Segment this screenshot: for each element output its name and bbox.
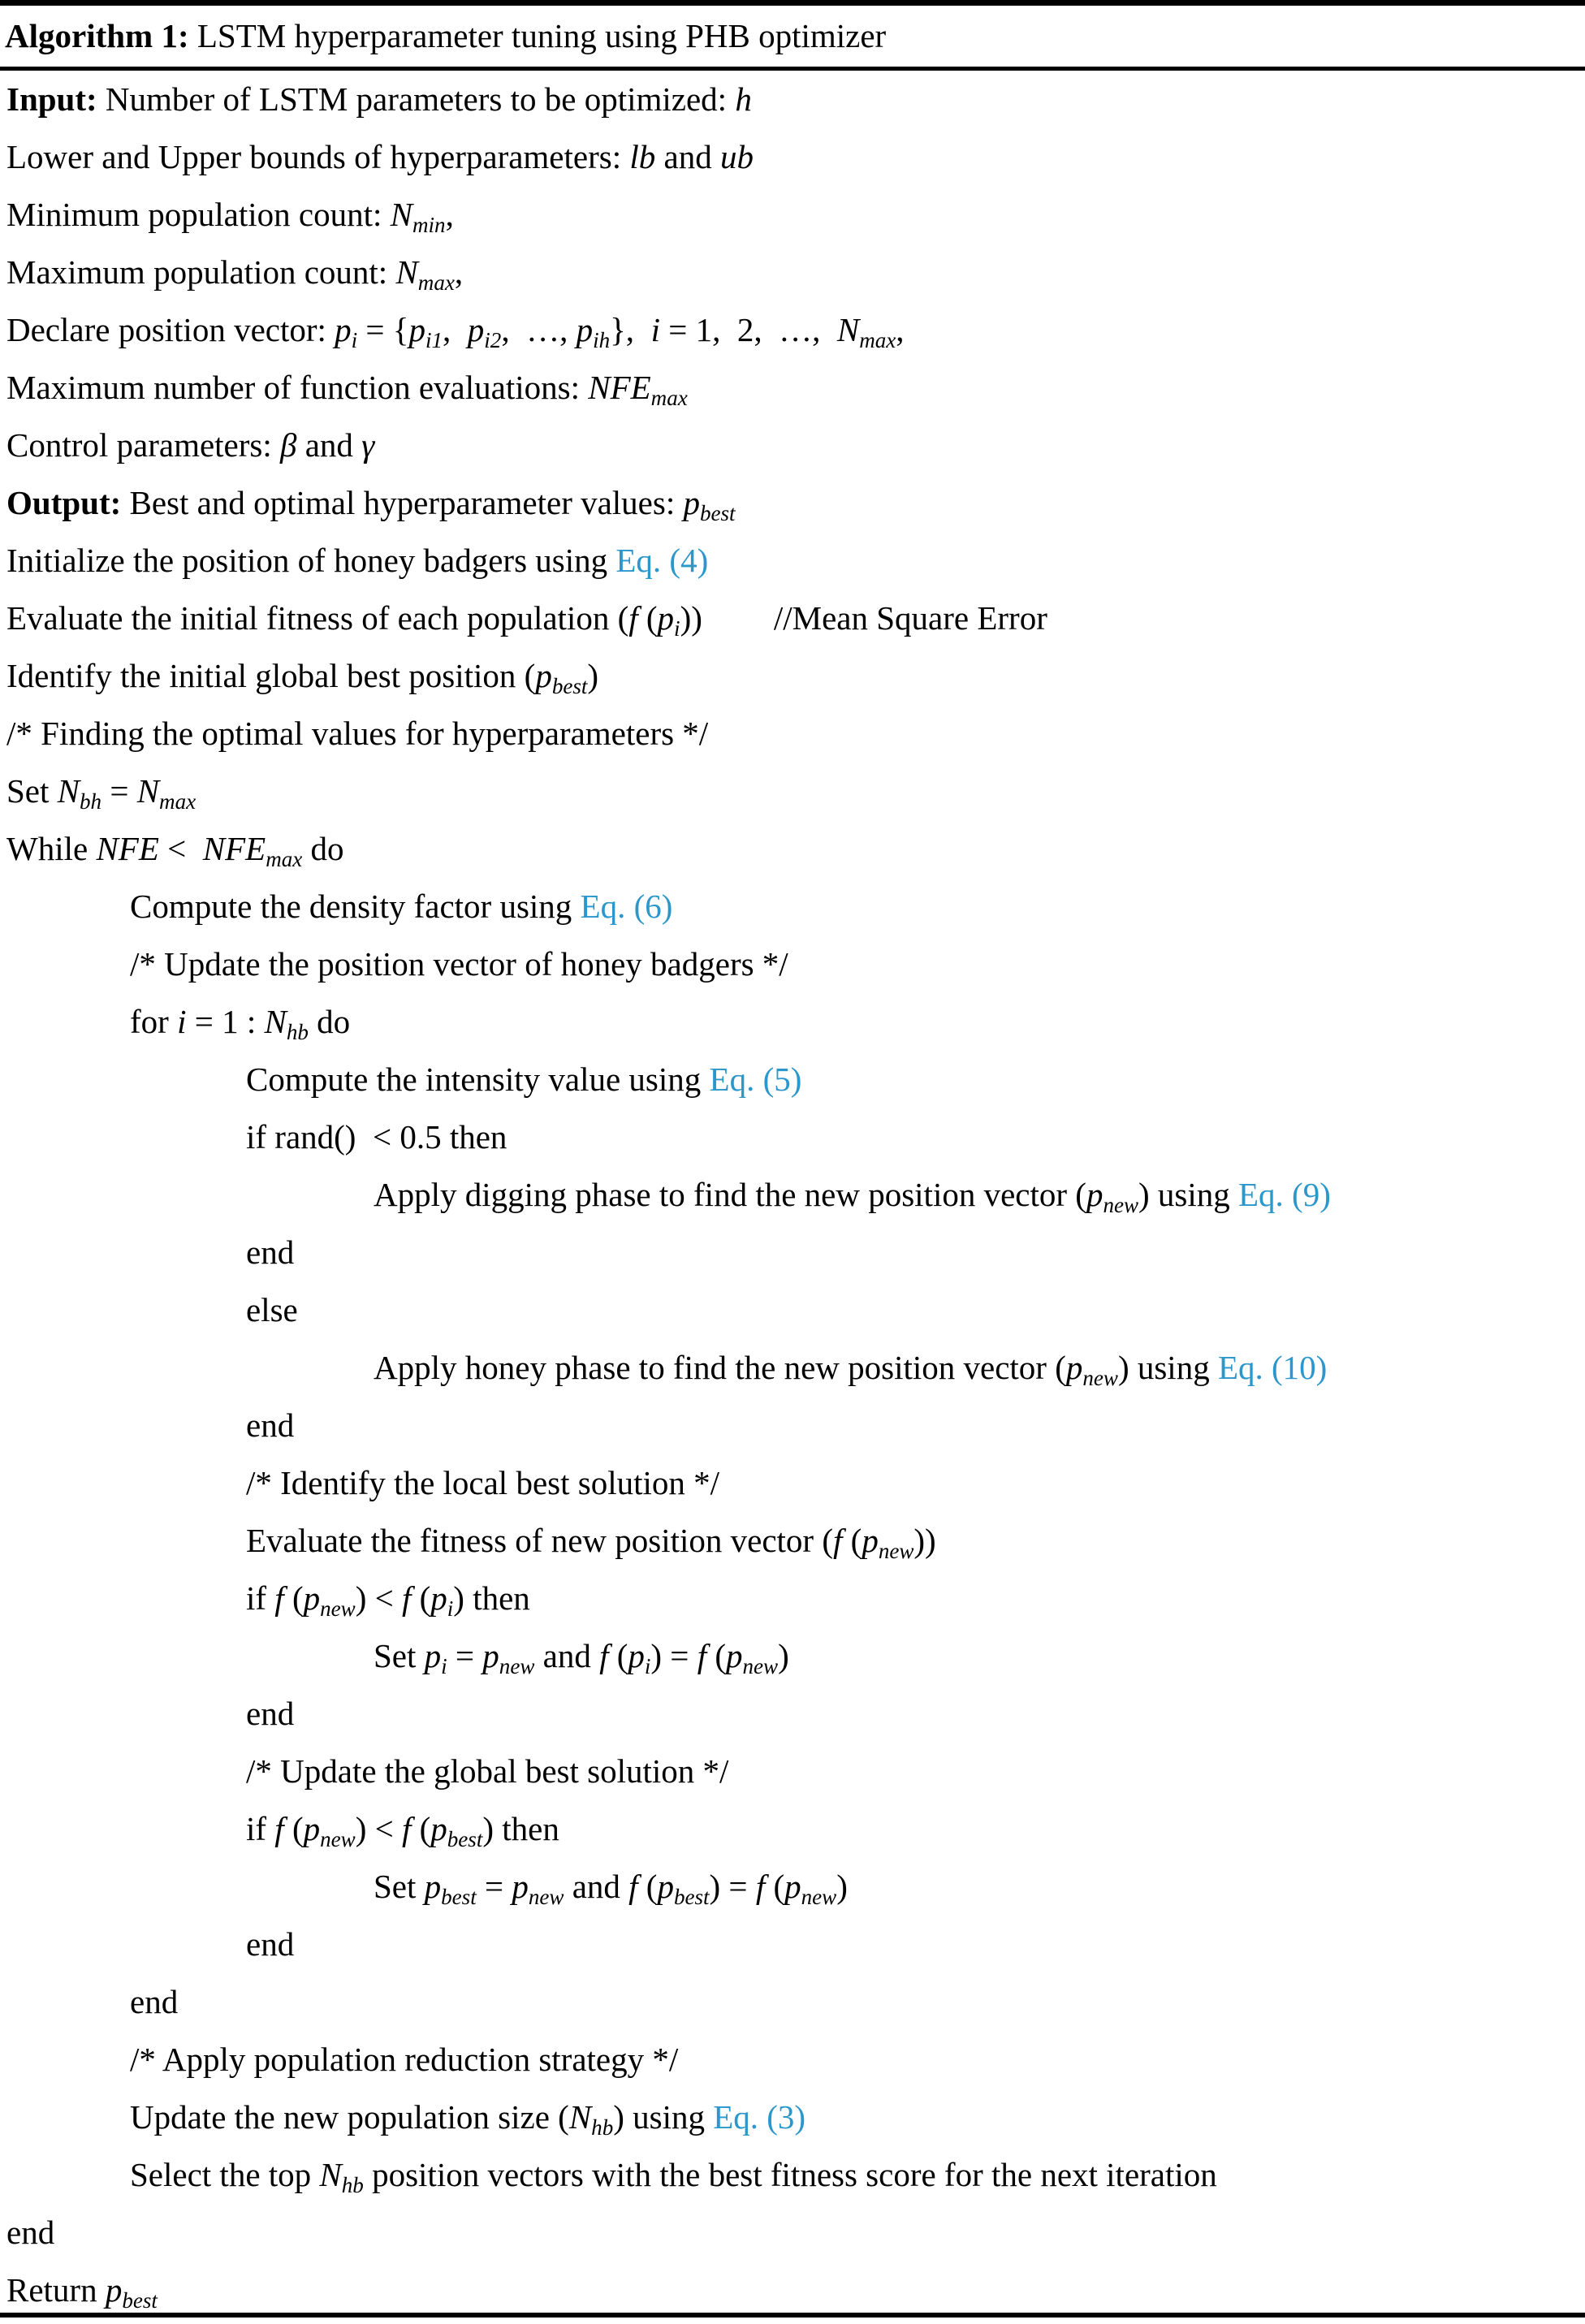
text-segment: N (395, 253, 418, 291)
text-segment: Return (6, 2271, 106, 2309)
text-segment: Update the new population size ( (130, 2098, 569, 2136)
text-segment: ( (765, 1868, 785, 1905)
text-segment: N (57, 772, 80, 810)
text-segment: NFE (588, 369, 651, 406)
algorithm-line-26 (0, 1512, 1585, 1570)
text-segment: end (246, 1406, 295, 1444)
algorithm-line-37 (0, 2146, 1585, 2204)
subscript: new (528, 1884, 564, 1909)
text-segment: N (319, 2156, 342, 2193)
text-segment: N (136, 772, 160, 810)
text-segment: )) (913, 1522, 936, 1559)
subscript: new (801, 1884, 837, 1909)
algorithm-line-28 (0, 1627, 1585, 1685)
text-segment: Input: (6, 80, 97, 118)
text-segment: f (833, 1522, 843, 1559)
text-segment: ) = (709, 1868, 756, 1905)
text-segment: p (303, 1810, 321, 1847)
text-segment: f (401, 1579, 412, 1617)
subscript: best (441, 1884, 477, 1909)
text-segment: LSTM hyperparameter tuning using PHB optimizer (188, 17, 887, 54)
text-segment: end (6, 2214, 55, 2251)
subscript: i (644, 1653, 651, 1678)
text-segment: do (308, 1003, 351, 1040)
text-segment: p (657, 1868, 674, 1905)
text-segment: p (784, 1868, 801, 1905)
text-segment: p (424, 1637, 442, 1674)
text-segment: , (445, 196, 454, 233)
text-segment: = (447, 1637, 483, 1674)
algorithm-line-9 (0, 532, 1585, 590)
algorithm-line-8 (0, 474, 1585, 532)
text-segment: if (246, 1579, 275, 1617)
algorithm-title (0, 6, 1585, 67)
algorithm-line-35 (0, 2031, 1585, 2089)
text-segment: /* Identify the local best solution */ (246, 1464, 720, 1501)
subscript: max (650, 385, 688, 410)
text-segment: p (657, 599, 675, 637)
text-segment: p (408, 311, 425, 348)
text-segment: = 1 : (186, 1003, 265, 1040)
algorithm-line-36 (0, 2089, 1585, 2146)
text-segment: ) (836, 1868, 848, 1905)
algorithm-line-6 (0, 359, 1585, 417)
text-segment: do (302, 830, 344, 867)
subscript: max (417, 270, 455, 295)
algorithm-line-33 (0, 1916, 1585, 1973)
text-segment: i (650, 311, 660, 348)
algorithm-line-3 (0, 186, 1585, 244)
algorithm-line-32 (0, 1858, 1585, 1916)
subscript: ih (593, 327, 611, 352)
algorithm-line-7 (0, 417, 1585, 474)
algorithm-line-12 (0, 705, 1585, 762)
text-segment: NFE (202, 830, 266, 867)
subscript: bh (80, 788, 102, 814)
subscript: new (320, 1826, 356, 1851)
text-segment: Evaluate the fitness of new position vector ( (246, 1522, 833, 1559)
text-segment: f (401, 1810, 412, 1847)
subscript: best (699, 500, 736, 525)
text-segment: /* Finding the optimal values for hyperparameters */ (6, 715, 709, 752)
subscript: new (1103, 1192, 1139, 1217)
text-segment: N (836, 311, 860, 348)
algorithm-line-10 (0, 590, 1585, 647)
bottom-rule (0, 2313, 1585, 2318)
algorithm-line-29 (0, 1685, 1585, 1743)
text-segment: N (390, 196, 412, 233)
subscript: i (441, 1653, 447, 1678)
text-segment: p (683, 484, 700, 521)
text-segment: γ (361, 426, 375, 464)
text-segment: p (335, 311, 352, 348)
text-segment: , …, (501, 311, 577, 348)
algorithm-line-39 (0, 2261, 1585, 2319)
text-segment: ( (411, 1810, 431, 1847)
algorithm-line-14 (0, 820, 1585, 878)
text-segment: and (564, 1868, 629, 1905)
text-segment: p (862, 1522, 879, 1559)
text-segment: and (296, 426, 362, 464)
text-segment: p (482, 1637, 499, 1674)
subscript: new (878, 1538, 914, 1563)
text-segment: Set (374, 1637, 425, 1674)
text-segment: p (512, 1868, 529, 1905)
text-segment: i (177, 1003, 187, 1040)
text-segment: ) using (1117, 1349, 1218, 1386)
algorithm-line-13 (0, 762, 1585, 820)
text-segment: < (158, 830, 203, 867)
text-segment: f (628, 1868, 638, 1905)
text-segment: /* Update the global best solution */ (246, 1752, 729, 1790)
text-segment: lb (629, 138, 656, 175)
text-segment: ( (283, 1810, 304, 1847)
subscript: i (447, 1596, 454, 1621)
text-segment: h (735, 80, 752, 118)
eq-ref-link[interactable]: Eq. (6) (580, 888, 673, 925)
algorithm-line-25 (0, 1454, 1585, 1512)
text-segment: p (430, 1579, 447, 1617)
text-segment: f (599, 1637, 609, 1674)
subscript: hb (341, 2172, 364, 2197)
text-segment: N (264, 1003, 287, 1040)
subscript: i (674, 616, 680, 641)
algorithm-line-15 (0, 878, 1585, 935)
text-segment: f (755, 1868, 766, 1905)
text-segment: Best and optimal hyperparameter values: (121, 484, 684, 521)
algorithm-line-22 (0, 1281, 1585, 1339)
text-segment: ) = (650, 1637, 697, 1674)
text-segment: for (130, 1003, 178, 1040)
text-segment: ) using (613, 2098, 714, 2136)
subscript: best (551, 673, 588, 698)
text-segment: ub (719, 138, 754, 175)
text-segment: p (1086, 1176, 1103, 1213)
text-segment: Number of LSTM parameters to be optimized: (97, 80, 736, 118)
text-segment: )) (680, 599, 702, 637)
text-segment: Evaluate the initial fitness of each population ( (6, 599, 629, 637)
algorithm-line-21 (0, 1224, 1585, 1281)
eq-ref-link[interactable]: Eq. (3) (713, 2098, 806, 2136)
text-segment: f (274, 1579, 284, 1617)
text-segment: Set (374, 1868, 425, 1905)
algorithm-line-20 (0, 1166, 1585, 1224)
text-segment: Select the top (130, 2156, 320, 2193)
text-segment: NFE (96, 830, 159, 867)
algorithm-line-16 (0, 935, 1585, 993)
text-segment: else (246, 1291, 298, 1328)
text-segment: f (628, 599, 638, 637)
text-segment: Set (6, 772, 58, 810)
subscript: max (159, 788, 197, 814)
text-segment: p (303, 1579, 321, 1617)
text-segment: ) < (355, 1810, 402, 1847)
algorithm-line-18 (0, 1051, 1585, 1108)
text-segment: ( (283, 1579, 304, 1617)
text-segment: p (576, 311, 594, 348)
top-rule (0, 0, 1585, 6)
text-segment: Initialize the position of honey badgers using (6, 542, 616, 579)
text-segment: ) < (355, 1579, 402, 1617)
text-segment: , (454, 253, 464, 291)
text-segment: Output: (6, 484, 122, 521)
eq-ref-link[interactable]: Eq. (9) (1238, 1176, 1331, 1213)
text-segment: f (697, 1637, 707, 1674)
text-segment: β (280, 426, 297, 464)
text-segment: ( (842, 1522, 862, 1559)
subscript: hb (591, 2114, 614, 2140)
algorithm-line-30 (0, 1743, 1585, 1800)
algorithm-body (0, 71, 1585, 2319)
text-segment: = (101, 772, 137, 810)
text-segment: Lower and Upper bounds of hyperparameters: (6, 138, 630, 175)
algorithm-line-5 (0, 301, 1585, 359)
algorithm-line-19 (0, 1108, 1585, 1166)
subscript: max (859, 327, 896, 352)
algorithm-line-24 (0, 1397, 1585, 1454)
subscript: new (499, 1653, 535, 1678)
algorithm-line-17 (0, 993, 1585, 1051)
subscript: new (742, 1653, 779, 1678)
text-segment: = { (357, 311, 409, 348)
text-segment: , (443, 311, 468, 348)
text-segment: Maximum population count: (6, 253, 396, 291)
text-segment: = (476, 1868, 512, 1905)
text-segment: }, (610, 311, 651, 348)
text-segment: //Mean Square Error (773, 599, 1047, 637)
algorithm-line-34 (0, 1973, 1585, 2031)
text-segment: ( (608, 1637, 628, 1674)
text-segment: N (568, 2098, 592, 2136)
eq-ref-link[interactable]: Eq. (5) (709, 1060, 802, 1098)
text-segment: ( (637, 1868, 658, 1905)
text-segment: /* Update the position vector of honey badgers */ (130, 945, 788, 983)
text-segment: Maximum number of function evaluations: (6, 369, 589, 406)
text-segment: ) then (482, 1810, 559, 1847)
subscript: max (266, 846, 303, 871)
algorithm-line-4 (0, 244, 1585, 301)
text-segment: p (105, 2271, 123, 2309)
subscript: new (1082, 1365, 1118, 1390)
algorithm-line-31 (0, 1800, 1585, 1858)
text-segment: ) using (1138, 1176, 1239, 1213)
text-segment: Apply digging phase to find the new position vector ( (374, 1176, 1086, 1213)
subscript: i (351, 327, 358, 352)
text-segment: , (896, 311, 905, 348)
text-segment: p (1065, 1349, 1083, 1386)
algorithm-line-11 (0, 647, 1585, 705)
text-segment: f (274, 1810, 284, 1847)
text-segment: position vectors with the best fitness score for the next iteration (363, 2156, 1217, 2193)
text-segment: and (534, 1637, 600, 1674)
subscript: best (673, 1884, 710, 1909)
text-segment: ( (411, 1579, 431, 1617)
text-segment: p (726, 1637, 743, 1674)
text-segment: if (246, 1810, 275, 1847)
algorithm-line-1 (0, 71, 1585, 128)
text-segment: Declare position vector: (6, 311, 335, 348)
subscript: best (122, 2287, 158, 2313)
eq-ref-link[interactable]: Eq. (4) (615, 542, 709, 579)
text-segment: if rand() < 0.5 then (246, 1118, 507, 1156)
subscript: best (447, 1826, 483, 1851)
text-segment: p (467, 311, 485, 348)
subscript: new (320, 1596, 356, 1621)
text-segment: ) (778, 1637, 789, 1674)
text-segment: Compute the intensity value using (246, 1060, 710, 1098)
text-segment: Compute the density factor using (130, 888, 581, 925)
text-segment: ) then (453, 1579, 530, 1617)
text-segment: Identify the initial global best position ( (6, 657, 536, 694)
text-segment: end (246, 1233, 295, 1271)
subscript: hb (286, 1019, 309, 1044)
text-segment: Minimum population count: (6, 196, 391, 233)
text-segment: Apply honey phase to find the new position vector ( (374, 1349, 1066, 1386)
text-segment: p (535, 657, 552, 694)
subscript: i1 (425, 327, 443, 352)
text-segment: p (424, 1868, 442, 1905)
text-segment: p (628, 1637, 645, 1674)
algorithm-line-23 (0, 1339, 1585, 1397)
text-segment: ) (587, 657, 599, 694)
text-segment: Control parameters: (6, 426, 281, 464)
text-segment: ( (637, 599, 658, 637)
subscript: i2 (484, 327, 502, 352)
algorithm-line-27 (0, 1570, 1585, 1627)
eq-ref-link[interactable]: Eq. (10) (1217, 1349, 1328, 1386)
text-segment: end (246, 1695, 295, 1732)
text-segment: = 1, 2, …, (659, 311, 837, 348)
text-segment: and (655, 138, 720, 175)
text-segment: end (246, 1925, 295, 1963)
subscript: min (412, 212, 446, 237)
text-segment: p (430, 1810, 447, 1847)
algorithm-line-2 (0, 128, 1585, 186)
text-segment: ( (706, 1637, 726, 1674)
text-segment: /* Apply population reduction strategy */ (130, 2041, 679, 2078)
text-segment: Algorithm 1: (5, 17, 189, 54)
text-segment: end (130, 1983, 179, 2020)
text-segment: While (6, 830, 97, 867)
algorithm-line-38 (0, 2204, 1585, 2261)
